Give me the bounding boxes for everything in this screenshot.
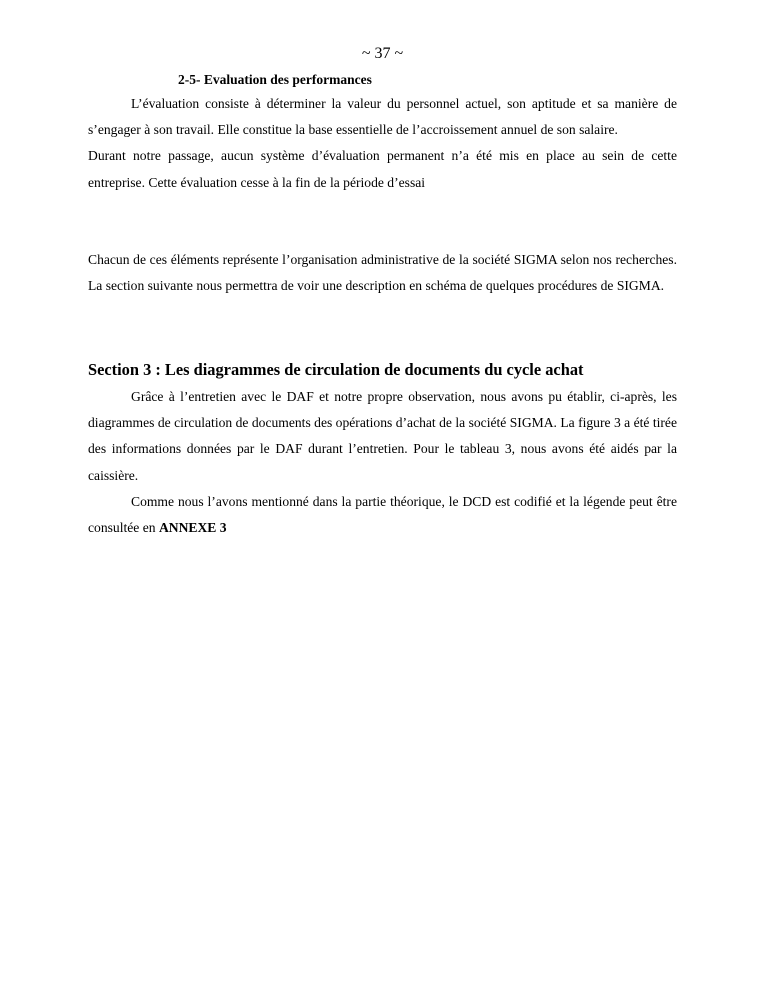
- paragraph-dcd-legend: [88, 489, 677, 541]
- paragraph-organisation-summary: Chacun de ces éléments représente l’organisation administrative de la société SIGMA selon nos recherches. La section suivante nous permettra de voir une description en schéma de quelques procédures de SIGMA.: [88, 252, 677, 294]
- paragraph-evaluation-definition: L’évaluation consiste à déterminer la valeur du personnel actuel, son aptitude et sa manière de s’engager à son travail. Elle constitue la base essentielle de l’accroissement annuel de son salaire.: [88, 96, 677, 138]
- organisation-text-block: [88, 247, 677, 299]
- subsection-heading: 2-5- Evaluation des performances: [178, 72, 372, 87]
- page-number: ~ 37 ~: [361, 45, 404, 62]
- annex-reference: ANNEXE 3: [158, 520, 227, 536]
- section-text-block: [88, 384, 677, 541]
- section-heading: Section 3 : Les diagrammes de circulation de documents du cycle achat: [88, 360, 584, 379]
- evaluation-text-block: [88, 91, 677, 196]
- paragraph-interview-observation: Grâce à l’entretien avec le DAF et notre propre observation, nous avons pu établir, ci-après, les diagrammes de circulation de documents des opérations d’achat de la société SIGMA. La figure 3 a été tirée des informations données par le DAF durant l’entretien. Pour le tableau 3, nous avons été aidés par la caissière.: [88, 389, 677, 483]
- paragraph-evaluation-status: Durant notre passage, aucun système d’évaluation permanent n’a été mis en place au sein de cette entreprise. Cette évaluation cesse à la fin de la période d’essai: [88, 148, 677, 190]
- paragraph-dcd-legend-text: Comme nous l’avons mentionné dans la partie théorique, le DCD est codifié et la légende peut être consultée en: [88, 493, 677, 536]
